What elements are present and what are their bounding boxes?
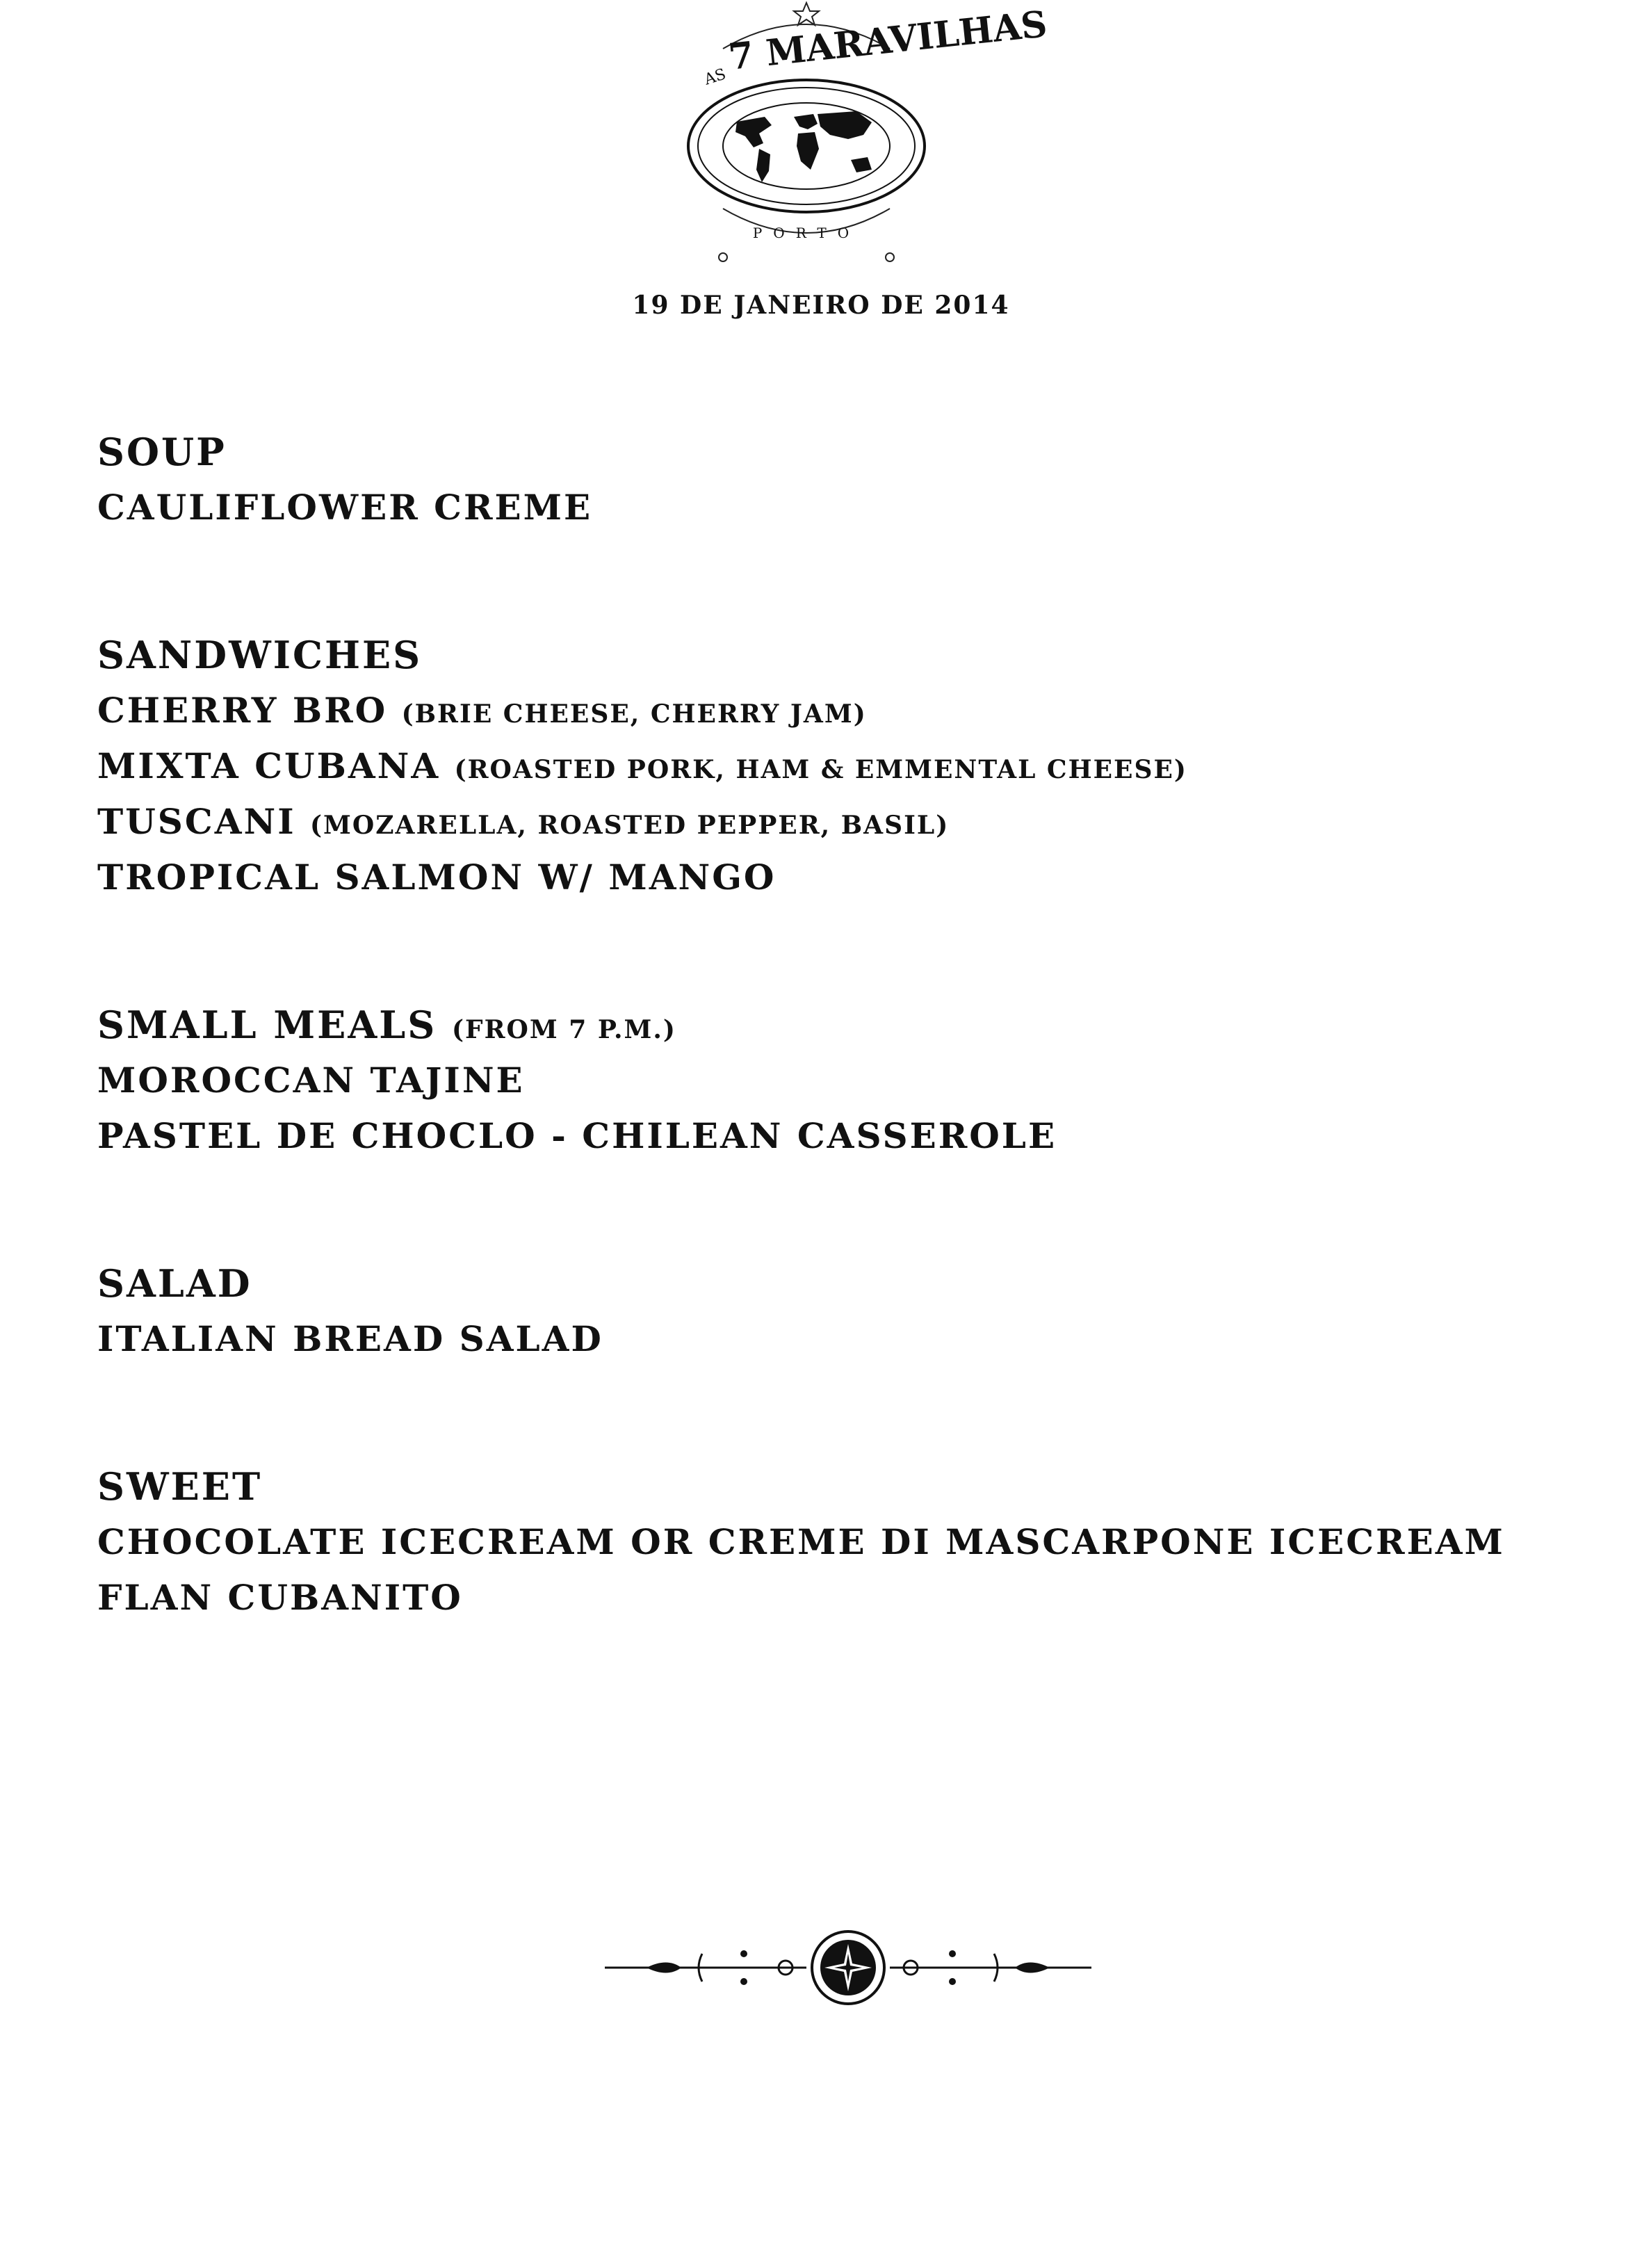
menu-item: [97, 738, 1505, 794]
section-heading-text: SANDWICHES: [97, 633, 423, 677]
menu-item-description: (ROASTED PORK, HAM & EMMENTAL CHEESE): [454, 755, 1187, 784]
section-heading-text: SALAD: [97, 1261, 252, 1306]
menu-item: [97, 850, 1505, 905]
menu-item: [97, 794, 1505, 850]
menu-item: [97, 1570, 1505, 1626]
section-gap: [97, 1164, 1505, 1256]
restaurant-logo: [681, 0, 1050, 271]
section-gap: [97, 905, 1505, 997]
svg-text:PORTO: PORTO: [752, 225, 861, 241]
menu-body: [97, 424, 1505, 1626]
section-heading: [97, 1256, 1505, 1311]
section-heading: [97, 424, 1505, 480]
section-heading-text: SMALL MEALS: [97, 1003, 453, 1047]
menu-item-description: (BRIE CHEESE, CHERRY JAM): [401, 699, 867, 729]
section-heading-note: (FROM 7 P.M.): [452, 1015, 676, 1044]
menu-item: [97, 1514, 1505, 1570]
svg-text:7 MARAVILHAS: 7 MARAVILHAS: [726, 3, 1050, 79]
menu-item-name: MIXTA CUBANA: [97, 745, 455, 786]
section-gap: [97, 1367, 1505, 1459]
menu-item-name: ITALIAN BREAD SALAD: [97, 1318, 603, 1359]
menu-item: [97, 1053, 1505, 1108]
menu-item: [97, 480, 1505, 535]
section-heading: [97, 997, 1505, 1053]
menu-item: [97, 1108, 1505, 1164]
menu-item: [97, 1311, 1505, 1367]
section-heading: [97, 627, 1505, 683]
menu-item-name: TUSCANI: [97, 801, 311, 842]
menu-item: [97, 683, 1505, 738]
menu-item-name: FLAN CUBANITO: [97, 1577, 463, 1618]
menu-item-name: PASTEL DE CHOCLO - CHILEAN CASSEROLE: [97, 1115, 1057, 1156]
menu-item-name: MOROCCAN TAJINE: [97, 1060, 525, 1101]
section-heading-text: SOUP: [97, 430, 227, 474]
menu-item-name: CHOCOLATE ICECREAM OR CREME DI MASCARPONE ICECREAM: [97, 1521, 1505, 1562]
menu-item-name: CHERRY BRO: [97, 690, 402, 731]
section-heading-text: SWEET: [97, 1464, 263, 1509]
menu-item-name: TROPICAL SALMON W/ MANGO: [97, 857, 777, 898]
section-gap: [97, 535, 1505, 627]
section-heading: [97, 1459, 1505, 1514]
menu-item-name: CAULIFLOWER CREME: [97, 487, 593, 528]
compass-ornament: [605, 1926, 1091, 2009]
svg-text:AS: AS: [702, 65, 729, 89]
menu-item-description: (MOZARELLA, ROASTED PEPPER, BASIL): [310, 811, 950, 840]
menu-date: 19 DE JANEIRO DE 2014: [632, 291, 1010, 320]
